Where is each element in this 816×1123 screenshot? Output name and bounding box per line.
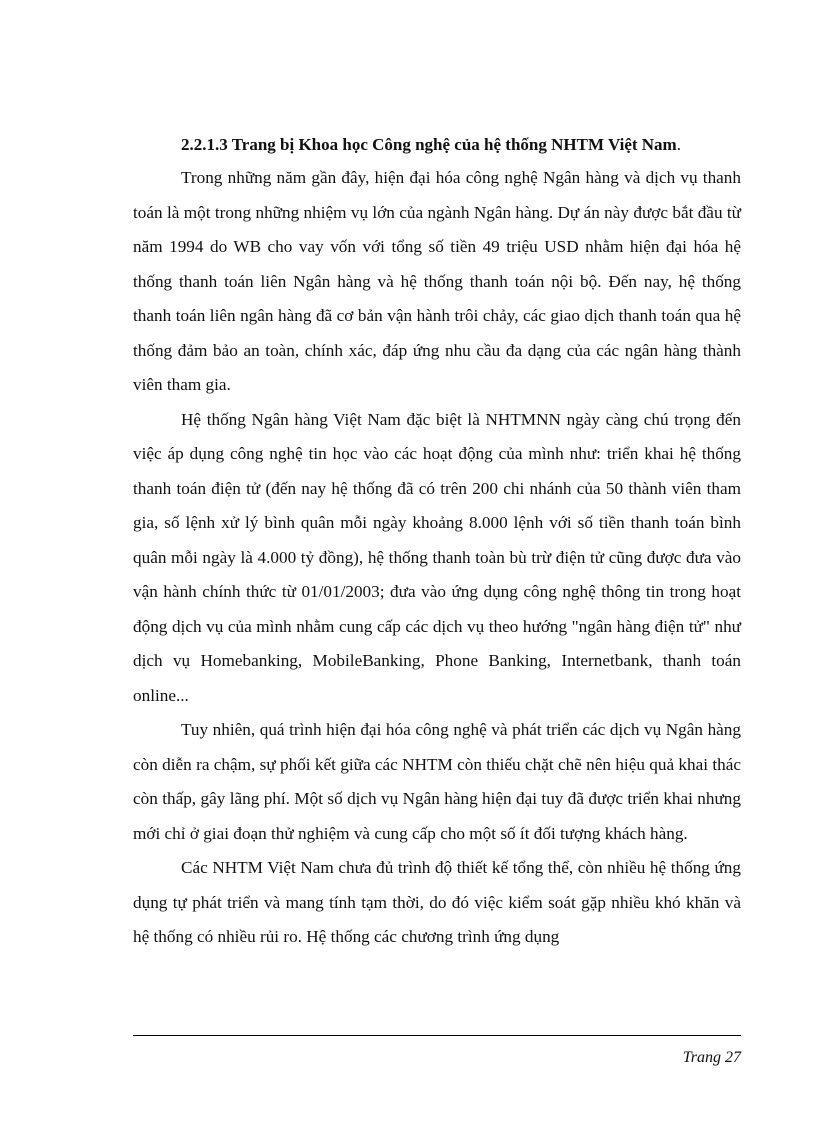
page-content: [133, 129, 741, 955]
section-heading-text: 2.2.1.3 Trang bị Khoa học Công nghệ của hệ thống NHTM Việt Nam: [181, 135, 677, 154]
footer-divider: [133, 1035, 741, 1036]
paragraph-4: Các NHTM Việt Nam chưa đủ trình độ thiết kế tổng thể, còn nhiều hệ thống ứng dụng tự phát triển và mang tính tạm thời, do đó việc kiểm soát gặp nhiều khó khăn và hệ thống có nhiều rủi ro. Hệ thống các chương trình ứng dụng: [133, 858, 741, 946]
paragraph-3: Tuy nhiên, quá trình hiện đại hóa công nghệ và phát triển các dịch vụ Ngân hàng còn diễn ra chậm, sự phối kết giữa các NHTM còn thiếu chặt chẽ nên hiệu quả khai thác còn thấp, gây lãng phí. Một số dịch vụ Ngân hàng hiện đại tuy đã được triển khai nhưng mới chỉ ở giai đoạn thử nghiệm và cung cấp cho một số ít đối tượng khách hàng.: [133, 720, 741, 843]
paragraph-2: Hệ thống Ngân hàng Việt Nam đặc biệt là NHTMNN ngày càng chú trọng đến việc áp dụng công nghệ tin học vào các hoạt động của mình như: triển khai hệ thống thanh toán điện tử (đến nay hệ thống đã có trên 200 chi nhánh của 50 thành viên tham gia, số lệnh xử lý bình quân mỗi ngày khoảng 8.000 lệnh với số tiền thanh toán bình quân mỗi ngày là 4.000 tỷ đồng), hệ thống thanh toàn bù trừ điện tử cũng được đưa vào vận hành chính thức từ 01/01/2003; đưa vào ứng dụng công nghệ thông tin trong hoạt động dịch vụ của mình nhằm cung cấp các dịch vụ theo hướng "ngân hàng điện tử" như dịch vụ Homebanking, MobileBanking, Phone Banking, Internetbank, thanh toán online...: [133, 409, 741, 705]
paragraph-1: Trong những năm gần đây, hiện đại hóa công nghệ Ngân hàng và dịch vụ thanh toán là một trong những nhiệm vụ lớn của ngành Ngân hàng. Dự án này được bắt đầu từ năm 1994 do WB cho vay vốn với tổng số tiền 49 triệu USD nhằm hiện đại hóa hệ thống thanh toán liên Ngân hàng và hệ thống thanh toán nội bộ. Đến nay, hệ thống thanh toán liên ngân hàng đã cơ bản vận hành trôi chảy, các giao dịch thanh toán qua hệ thống đảm bảo an toàn, chính xác, đáp ứng nhu cầu đa dạng của các ngân hàng thành viên tham gia.: [133, 168, 741, 394]
section-heading-punct: .: [676, 135, 681, 154]
section-heading: [133, 129, 741, 161]
page-number: Trang 27: [682, 1049, 741, 1066]
